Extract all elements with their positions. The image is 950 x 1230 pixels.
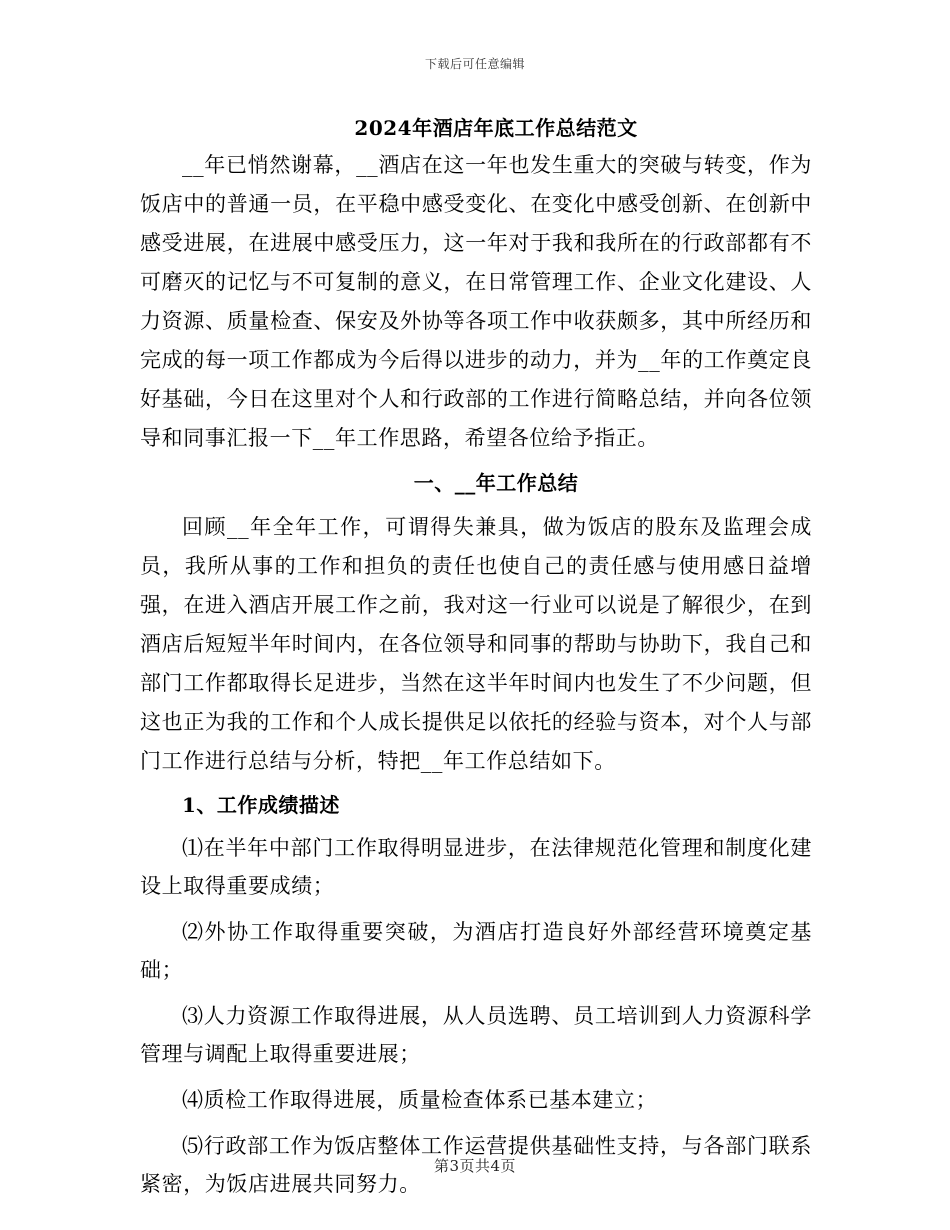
document-title: 2024年酒店年底工作总结范文 xyxy=(354,116,638,140)
section-heading-work-summary: 一、__年工作总结 xyxy=(413,471,579,495)
page-number: 第3页共4页 xyxy=(433,1157,517,1175)
subsection-heading-achievements: 1、工作成绩描述 xyxy=(182,793,340,817)
document-body xyxy=(140,110,812,1211)
achievement-item: ⑷质检工作取得进展，质量检查体系已基本建立； xyxy=(182,1088,658,1112)
achievement-item: ⑸行政部工作为饭店整体工作运营提供基础性支持，与各部门联系紧密，为饭店进展共同努力。 xyxy=(140,1134,812,1196)
achievement-item: ⑴在半年中部门工作取得明显进步，在法律规范化管理和制度化建设上取得重要成绩； xyxy=(140,836,812,898)
achievement-item: ⑶人力资源工作取得进展，从人员选聘、员工培训到人力资源科学管理与调配上取得重要进展； xyxy=(140,1004,812,1066)
achievements-list xyxy=(140,829,812,1203)
work-summary-paragraph: 回顾__年全年工作，可谓得失兼具，做为饭店的股东及监理会成员，我所从事的工作和担负的责任也使自己的责任感与使用感日益增强，在进入酒店开展工作之前，我对这一行业可以说是了解很少，在到酒店后短短半年时间内，在各位领导和同事的帮助与协助下，我自己和部门工作都取得长足进步，当然在这半年时间内也发生了不少问题，但这也正为我的工作和个人成长提供足以依托的经验与资本，对个人与部门工作进行总结与分析，特把__年工作总结如下。 xyxy=(140,515,812,773)
intro-paragraph: __年已悄然谢幕，__酒店在这一年也发生重大的突破与转变，作为饭店中的普通一员，在平稳中感受变化、在变化中感受创新、在创新中感受进展，在进展中感受压力，这一年对于我和我所在的行政部都有不可磨灭的记忆与不可复制的意义，在日常管理工作、企业文化建设、人力资源、质量检查、保安及外协等各项工作中收获颇多，其中所经历和完成的每一项工作都成为今后得以进步的动力，并为__年的工作奠定良好基础，今日在这里对个人和行政部的工作进行简略总结，并向各位领导和同事汇报一下__年工作思路，希望各位给予指正。 xyxy=(140,153,812,450)
header-note: 下载后可任意编辑 xyxy=(424,57,525,71)
achievement-item: ⑵外协工作取得重要突破，为酒店打造良好外部经营环境奠定基础； xyxy=(140,920,812,982)
